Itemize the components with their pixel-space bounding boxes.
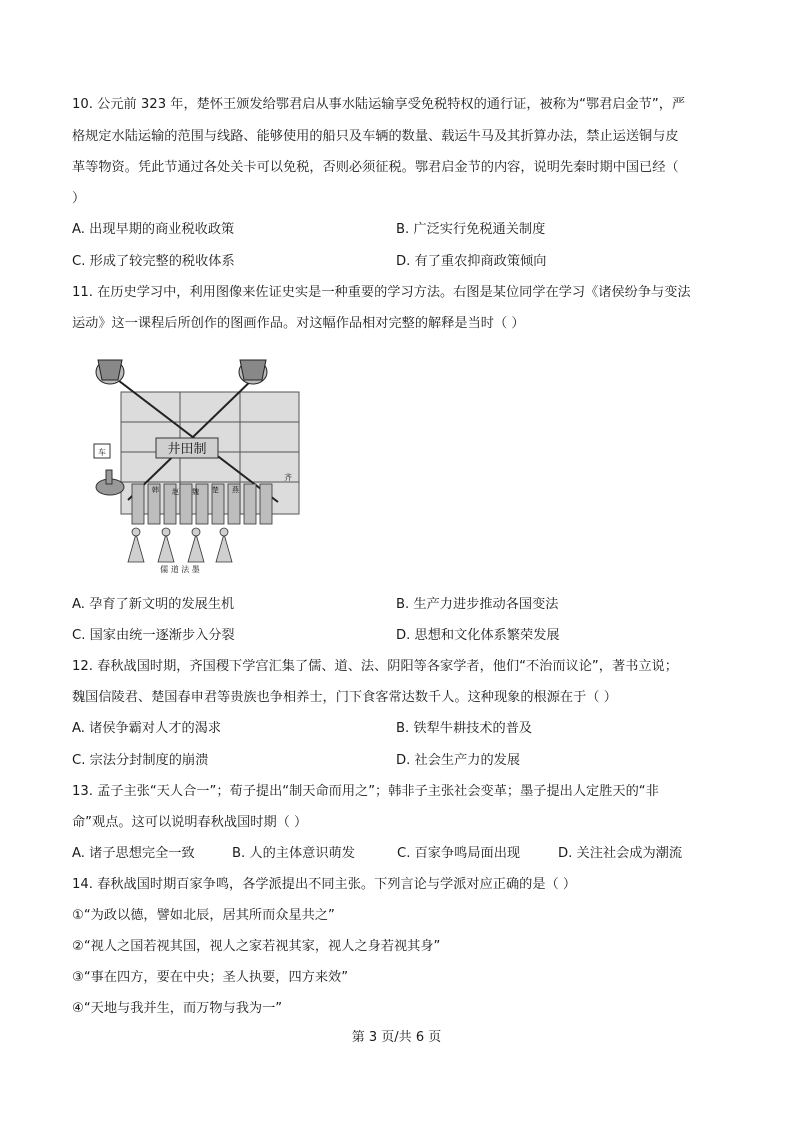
q10-option-a: A. 出现早期的商业税收政策 bbox=[72, 222, 235, 237]
q13-line-2: 命”观点。这可以说明春秋战国时期（ ） bbox=[72, 815, 308, 830]
q12-option-b: B. 铁犁牛耕技术的普及 bbox=[396, 721, 533, 736]
scholar-row bbox=[128, 528, 232, 562]
soldier-label-wei: 魏 bbox=[192, 488, 199, 496]
q12-option-a: A. 诸侯争霸对人才的渴求 bbox=[72, 721, 222, 736]
figure-left-label: 车 bbox=[98, 448, 106, 457]
soldier-label-zhao: 赵 bbox=[172, 488, 179, 496]
horseman-icon bbox=[96, 470, 124, 495]
q10-line-4: ） bbox=[72, 191, 86, 206]
q10-option-b: B. 广泛实行免税通关制度 bbox=[396, 222, 546, 237]
q11-option-a: A. 孕育了新文明的发展生机 bbox=[72, 597, 235, 612]
q11-option-c: C. 国家由统一逐渐步入分裂 bbox=[72, 628, 235, 643]
q13-option-c: C. 百家争鸣局面出现 bbox=[397, 846, 521, 861]
soldier-label-yan: 燕 bbox=[232, 486, 239, 494]
q12-line-1: 12. 春秋战国时期，齐国稷下学宫汇集了儒、道、法、阴阳等各家学者，他们“不治而议论”，著书立说； bbox=[72, 659, 678, 674]
q13-line-1: 13. 孟子主张“天人合一”；荀子提出“制天命而用之”；韩非子主张社会变革；墨子提出人定胜天的“非 bbox=[72, 784, 659, 799]
q10-line-1: 10. 公元前 323 年，楚怀王颁发给鄂君启从事水陆运输享受免税特权的通行证，被称为“鄂君启金节”，严 bbox=[72, 97, 686, 112]
q10-option-c: C. 形成了较完整的税收体系 bbox=[72, 254, 235, 269]
q10-option-d: D. 有了重农抑商政策倾向 bbox=[396, 254, 547, 269]
soldier-label-han: 韩 bbox=[152, 486, 159, 494]
q11-option-d: D. 思想和文化体系繁荣发展 bbox=[396, 628, 560, 643]
q11-line-2: 运动》这一课程后所创作的图画作品。对这幅作品相对完整的解释是当时（ ） bbox=[72, 316, 525, 331]
q13-option-a: A. 诸子思想完全一致 bbox=[72, 846, 195, 861]
q12-option-c: C. 宗法分封制度的崩溃 bbox=[72, 753, 209, 768]
well-field-system-illustration bbox=[88, 352, 300, 574]
q14-item-4: ④“天地与我并生，而万物与我为一” bbox=[72, 1001, 283, 1016]
page-footer: 第 3 页/共 6 页 bbox=[351, 1030, 442, 1045]
q13-option-b: B. 人的主体意识萌发 bbox=[232, 846, 355, 861]
q12-option-d: D. 社会生产力的发展 bbox=[396, 753, 521, 768]
figure-center-label: 井田制 bbox=[167, 442, 207, 457]
q14-item-2: ②“视人之国若视其国，视人之家若视其家，视人之身若视其身” bbox=[72, 939, 441, 954]
q14-item-3: ③“事在四方，要在中央；圣人执要，四方来效” bbox=[72, 970, 349, 985]
q14-item-1: ①“为政以德，譬如北辰，居其所而众星共之” bbox=[72, 908, 335, 923]
q14-line-1: 14. 春秋战国时期百家争鸣，各学派提出不同主张。下列言论与学派对应正确的是（ ） bbox=[72, 877, 577, 892]
q11-line-1: 11. 在历史学习中，利用图像来佐证史实是一种重要的学习方法。右图是某位同学在学习《诸侯纷争与变法 bbox=[72, 285, 691, 300]
q12-line-2: 魏国信陵君、楚国春申君等贵族也争相养士，门下食客常达数千人。这种现象的根源在于（ ） bbox=[72, 690, 617, 705]
q13-option-d: D. 关注社会成为潮流 bbox=[558, 846, 683, 861]
figure-right-label: 齐 bbox=[284, 473, 292, 482]
chariot-icon bbox=[96, 360, 267, 384]
scholar-labels: 儒 道 法 墨 bbox=[160, 565, 200, 574]
q10-line-3: 革等物资。凭此节通过各处关卡可以免税，否则必须征税。鄂君启金节的内容，说明先秦时期中国已经（ bbox=[72, 160, 679, 175]
soldier-label-chu: 楚 bbox=[212, 486, 219, 494]
q11-option-b: B. 生产力进步推动各国变法 bbox=[396, 597, 559, 612]
q10-line-2: 格规定水陆运输的范围与线路、能够使用的船只及车辆的数量、载运牛马及其折算办法，禁止运送铜与皮 bbox=[72, 129, 679, 144]
